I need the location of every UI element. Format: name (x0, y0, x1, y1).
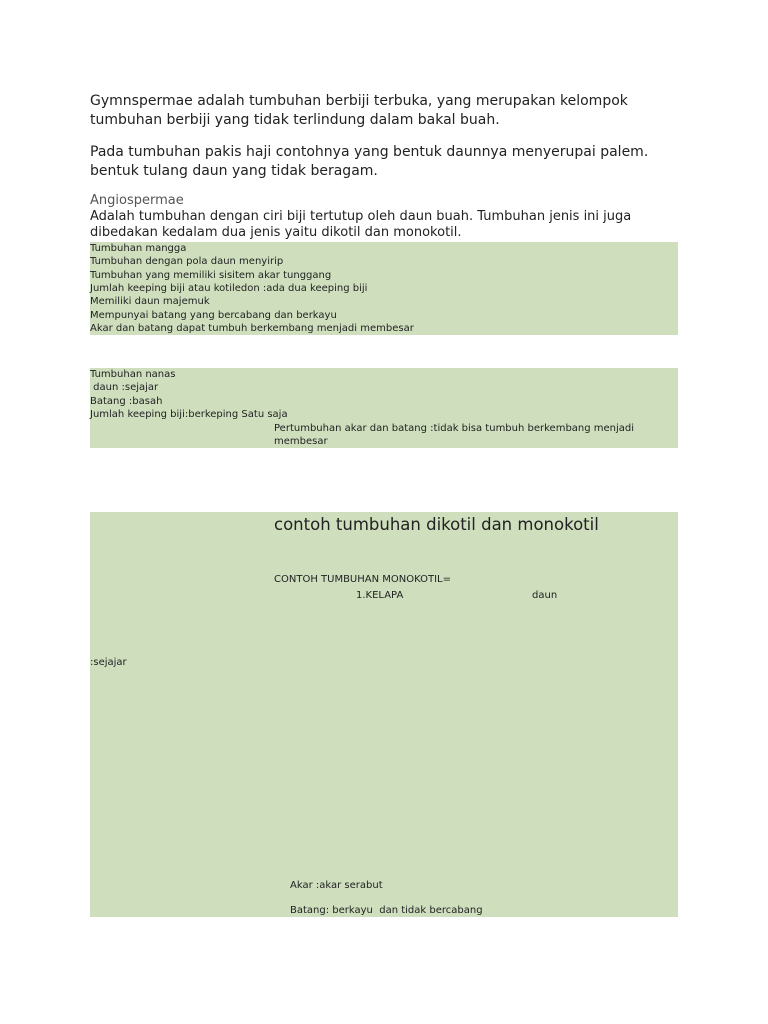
mono-heading: CONTOH TUMBUHAN MONOKOTIL= (274, 574, 452, 585)
growth-line-1: Pertumbuhan akar dan batang :tidak bisa tumbuh berkembang menjadi (274, 423, 635, 434)
list-item: Tumbuhan yang memiliki sisitem akar tunggang (90, 270, 332, 281)
list-item: Jumlah keeping biji:berkeping Satu saja (90, 409, 288, 420)
nanas-box (90, 368, 678, 448)
list-item: Jumlah keeping biji atau kotiledon :ada dua keeping biji (90, 283, 368, 294)
angio-line-2: dibedakan kedalam dua jenis yaitu dikotil dan monokotil. (90, 225, 462, 240)
kelapa-label: 1.KELAPA (356, 590, 404, 601)
pakis-line-1: Pada tumbuhan pakis haji contohnya yang bentuk daunnya menyerupai palem. (90, 144, 649, 160)
gymno-line-2: tumbuhan berbiji yang tidak terlindung dalam bakal buah. (90, 112, 500, 128)
list-item: Batang :basah (90, 396, 163, 407)
list-item: Akar dan batang dapat tumbuh berkembang menjadi membesar (90, 323, 414, 334)
daun-label: daun (532, 590, 558, 601)
contoh-title: contoh tumbuhan dikotil dan monokotil (274, 515, 599, 534)
growth-line-2: membesar (274, 436, 328, 447)
sejajar-label: :sejajar (90, 657, 127, 668)
list-item: daun :sejajar (90, 382, 159, 393)
list-item: Tumbuhan nanas (90, 369, 176, 380)
angiosperm-paragraph (90, 209, 690, 241)
angio-line-1: Adalah tumbuhan dengan ciri biji tertutup oleh daun buah. Tumbuhan jenis ini juga (90, 209, 632, 224)
gymno-line-1: Gymnspermae adalah tumbuhan berbiji terbuka, yang merupakan kelompok (90, 93, 628, 109)
gymnosperm-paragraph (90, 92, 690, 130)
mangga-box (90, 242, 678, 335)
pakis-line-2: bentuk tulang daun yang tidak beragam. (90, 163, 378, 179)
contoh-box (90, 512, 678, 917)
angiosperm-heading: Angiospermae (90, 193, 184, 208)
batang-label: Batang: berkayu dan tidak bercabang (290, 905, 483, 916)
list-item: Tumbuhan dengan pola daun menyirip (90, 256, 284, 267)
list-item: Memiliki daun majemuk (90, 296, 210, 307)
list-item: Mempunyai batang yang bercabang dan berkayu (90, 310, 337, 321)
akar-label: Akar :akar serabut (290, 880, 383, 891)
list-item: Tumbuhan mangga (90, 243, 187, 254)
pakis-paragraph (90, 143, 690, 181)
